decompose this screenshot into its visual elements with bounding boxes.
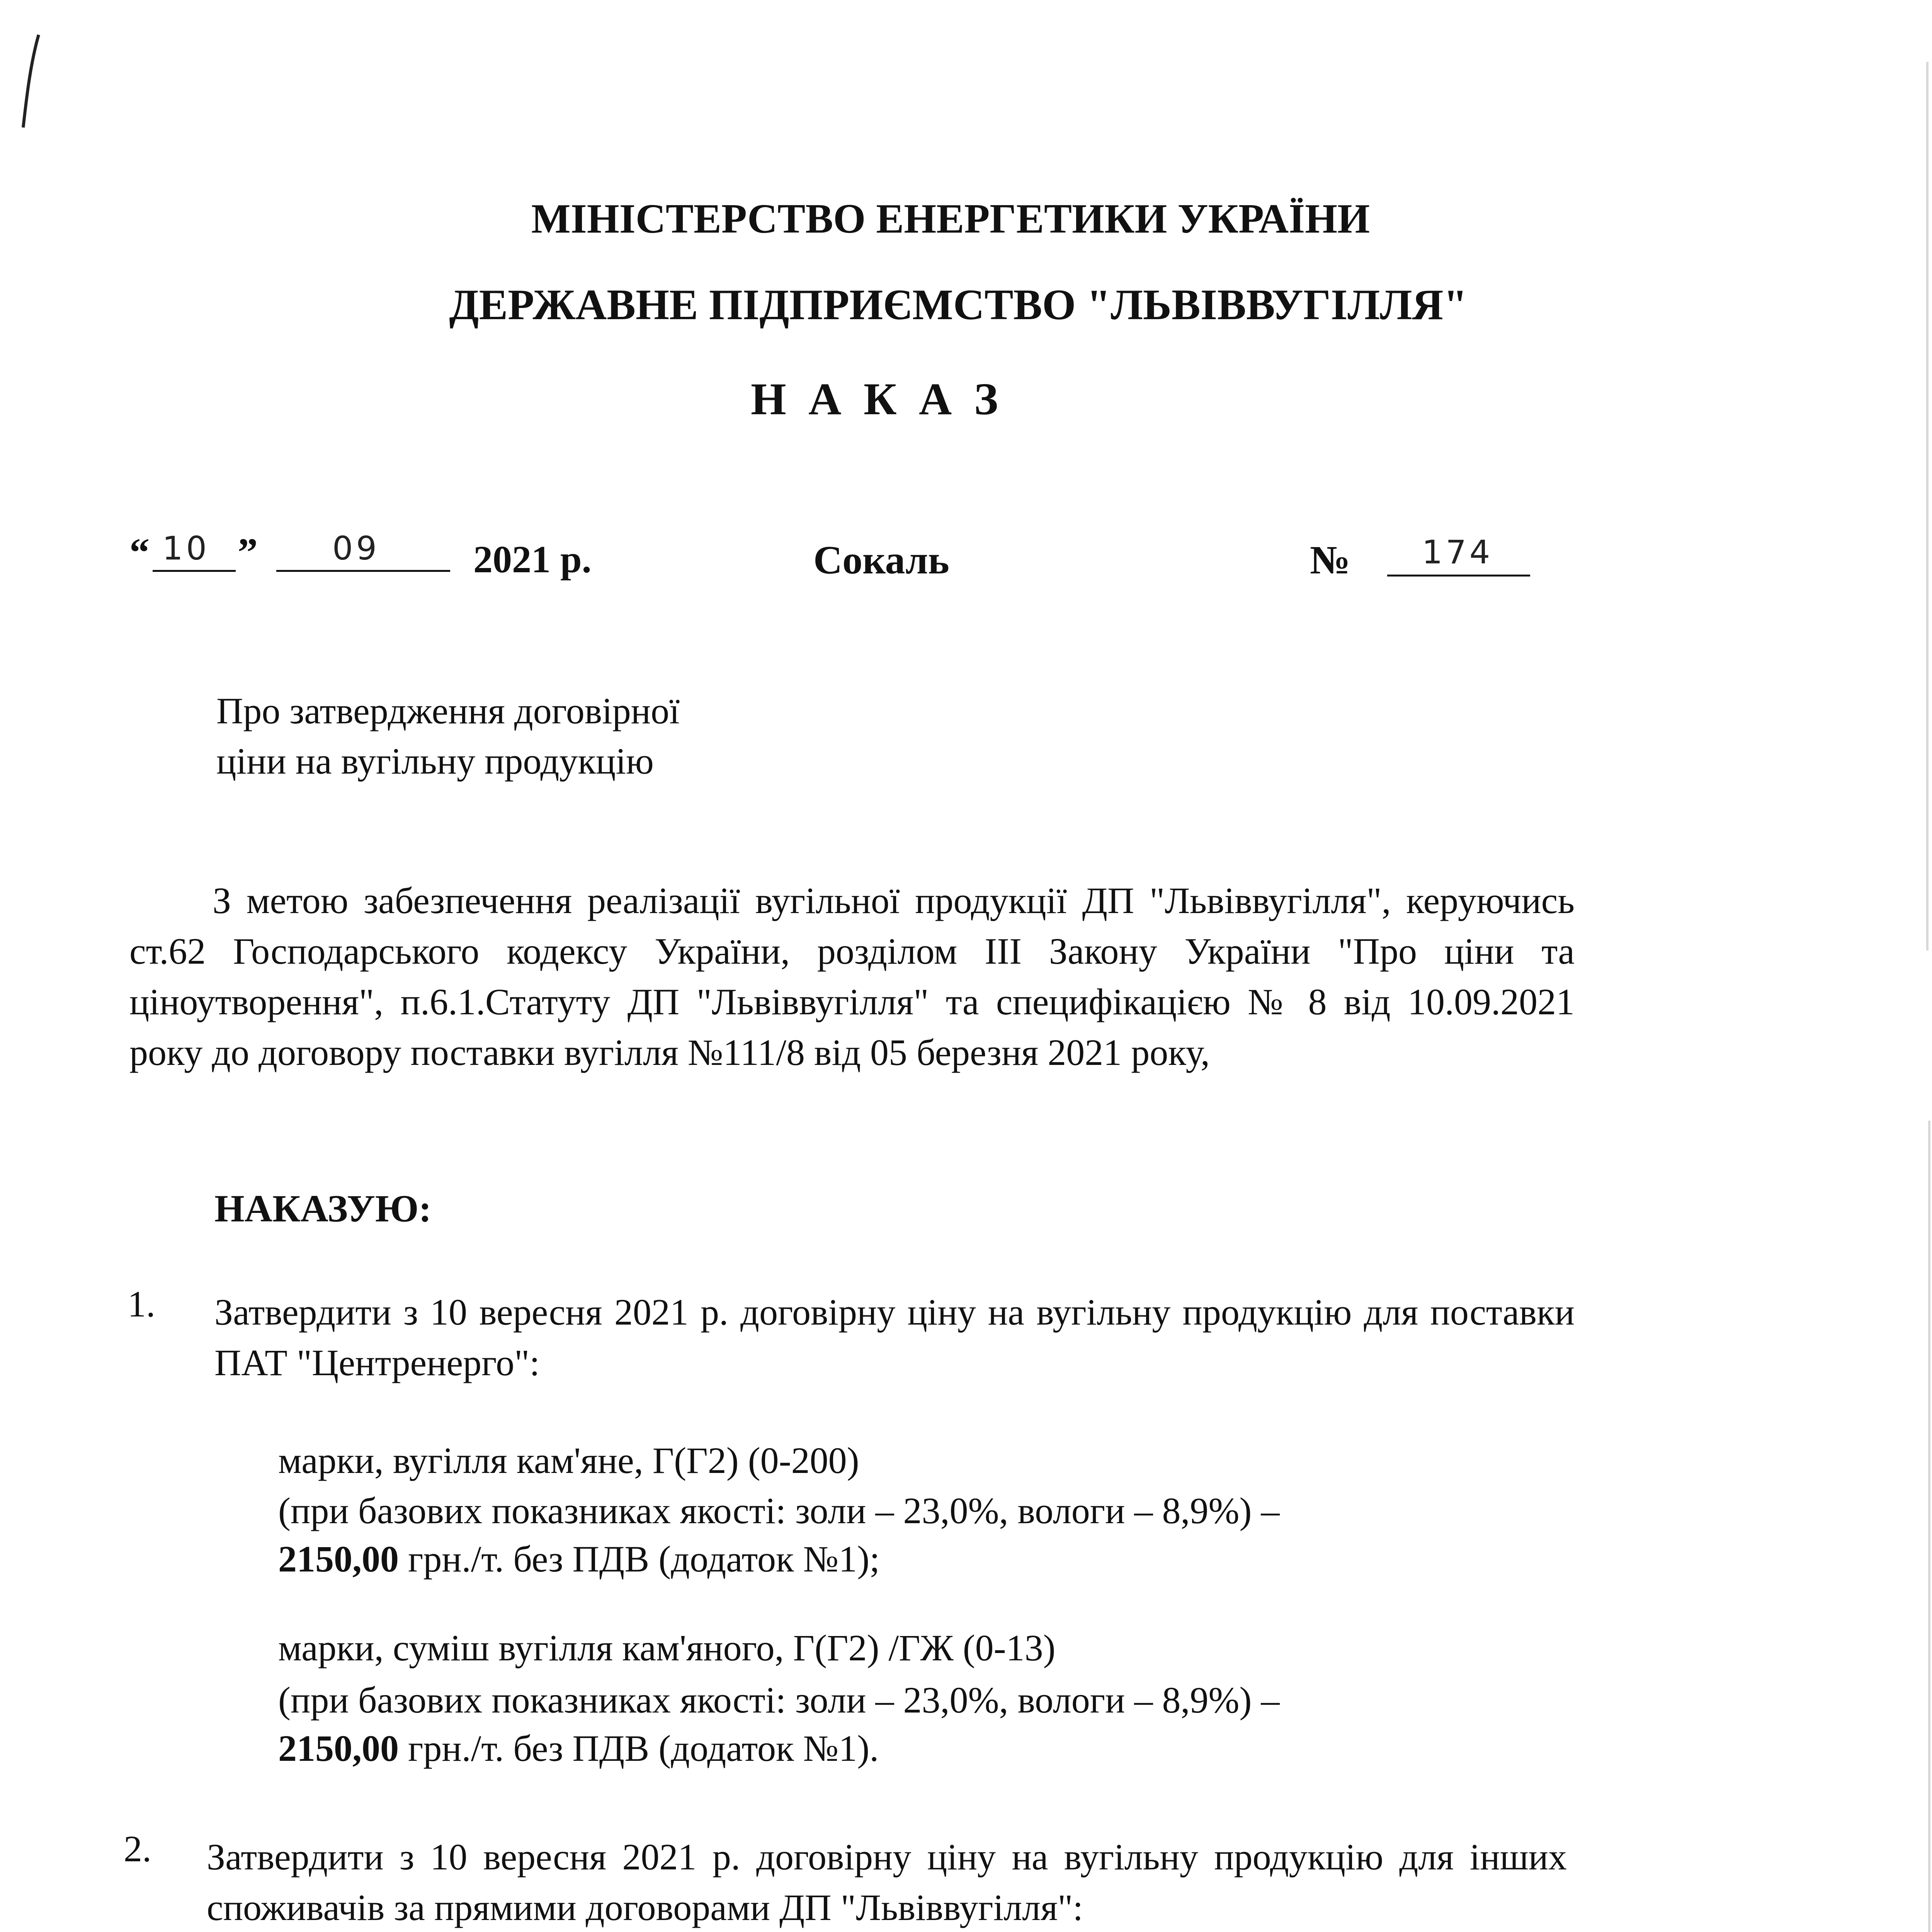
item-1-text: Затвердити з 10 вересня 2021 р. договірну ціну на вугільну продукцію для поставки ПАТ "Центренерго": [214,1291,1575,1383]
date-day-underline [153,570,236,572]
item-1-grade-1-price: 2150,00 [278,1538,399,1580]
ministry-heading: МІНІСТЕРСТВО ЕНЕРГЕТИКИ УКРАЇНИ [531,196,1370,242]
scan-mark-icon [15,31,46,131]
order-number-underline [1387,575,1530,577]
item-1-grade-2-price-suffix: грн./т. без ПДВ (додаток №1). [399,1728,879,1769]
subject-line-2: ціни на вугільну продукцію [216,740,654,782]
item-1-number: 1. [128,1283,155,1325]
item-1-grade-1-price-line [278,1538,880,1580]
scan-edge-artifact [1926,62,1929,951]
enterprise-heading: ДЕРЖАВНЕ ПІДПРИЄМСТВО "ЛЬВІВВУГІЛЛЯ" [449,281,1468,329]
item-1-grade-1-name: марки, вугілля кам'яне, Г(Г2) (0-200) [278,1440,859,1481]
date-quote-open: “ [129,530,150,575]
item-1-grade-2-quality: (при базових показниках якості: золи – 23,0%, вологи – 8,9%) – [278,1679,1280,1721]
document-type-heading: Н А К А З [750,374,1004,424]
subject-line-1: Про затвердження договірної [216,690,680,731]
city-name: Сокаль [813,538,949,582]
order-number: 174 [1422,533,1493,571]
date-quote-close: ” [238,530,258,575]
item-2-number: 2. [124,1828,151,1869]
item-1-grade-2-name: марки, суміш вугілля кам'яного, Г(Г2) /ГЖ (0-13) [278,1627,1056,1668]
scan-edge-artifact [1928,1121,1930,1932]
date-day: 10 [162,529,210,567]
item-1-grade-2-price-line [278,1727,879,1770]
item-1-grade-2-price: 2150,00 [278,1728,399,1769]
date-year: 2021 р. [473,538,592,581]
order-word: НАКАЗУЮ: [214,1187,432,1230]
number-sign: № [1310,538,1350,582]
preamble-paragraph: З метою забезпечення реалізації вугільної продукції ДП "Львіввугілля", керуючись ст.62 Господарського кодексу України, розділом ІІІ Закону України "Про ціни та ціноутворення", п.6.1.Статуту ДП "Львіввугілля" та специфікацією № 8 від 10.09.2021 року до договору поставки вугілля №111/8 від 05 березня 2021 року, [129,880,1575,1073]
item-2-text: Затвердити з 10 вересня 2021 р. договірну ціну на вугільну продукцію для інших споживачів за прямими договорами ДП "Львіввугілля": [207,1836,1567,1928]
item-1-grade-1-quality: (при базових показниках якості: золи – 23,0%, вологи – 8,9%) – [278,1490,1280,1531]
date-month: 09 [332,529,380,567]
date-month-underline [276,570,450,572]
item-1-grade-1-price-suffix: грн./т. без ПДВ (додаток №1); [399,1538,880,1580]
